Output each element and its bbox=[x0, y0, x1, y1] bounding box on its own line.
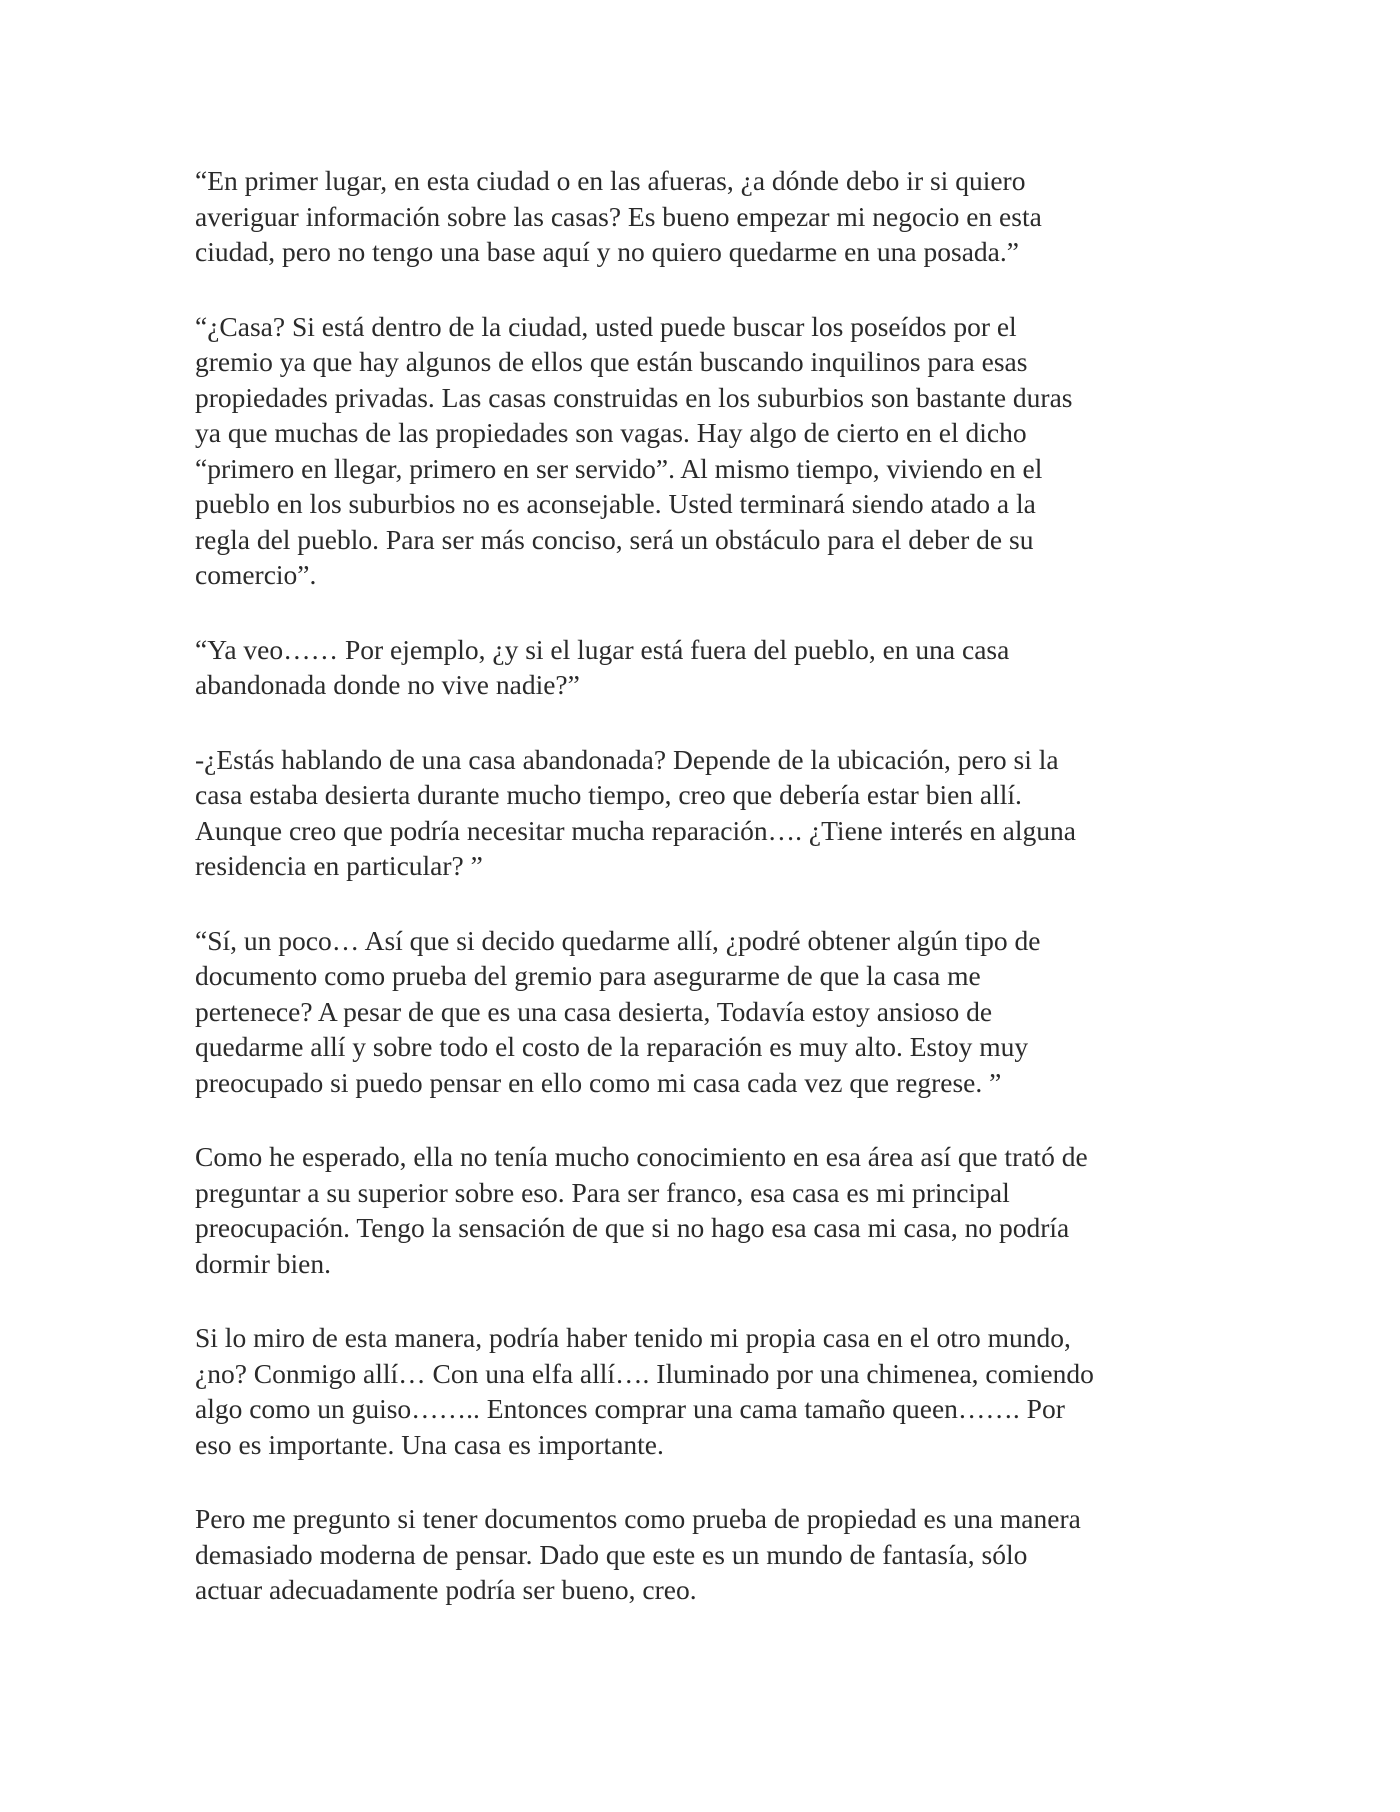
paragraph-3: “Ya veo…… Por ejemplo, ¿y si el lugar está fuera del pueblo, en una casa abandonada donde no vive nadie?” bbox=[195, 633, 1010, 700]
paragraph-7: Si lo miro de esta manera, podría haber tenido mi propia casa en el otro mundo, ¿no? Conmigo allí… Con una elfa allí…. Iluminado por una chimenea, comiendo algo como un guiso…….. Entonces comprar una cama tamaño queen……. Por eso es importante. Una casa es importante. bbox=[195, 1322, 1094, 1460]
paragraph-4: -¿Estás hablando de una casa abandonada? Depende de la ubicación, pero si la casa estaba desierta durante mucho tiempo, creo que debería estar bien allí. Aunque creo que podría necesitar mucha reparación…. ¿Tiene interés en alguna residencia en particular? ” bbox=[195, 743, 1076, 881]
paragraph-6: Como he esperado, ella no tenía mucho conocimiento en esa área así que trató de preguntar a su superior sobre eso. Para ser franco, esa casa es mi principal preocupación. Tengo la sensación de que si no hago esa casa mi casa, no podría dormir bien. bbox=[195, 1141, 1088, 1279]
paragraph-2: “¿Casa? Si está dentro de la ciudad, usted puede buscar los poseídos por el gremio ya que hay algunos de ellos que están buscando inquilinos para esas propiedades privadas. Las casas construidas en los suburbios son bastante duras ya que muchas de las propiedades son vagas. Hay algo de cierto en el dicho “primero en llegar, primero en ser servido”. Al mismo tiempo, viviendo en el pueblo en los suburbios no es aconsejable. Usted terminará siendo atado a la regla del pueblo. Para ser más conciso, será un obstáculo para el deber de su comercio”. bbox=[195, 310, 1073, 590]
paragraph-1: “En primer lugar, en esta ciudad o en las afueras, ¿a dónde debo ir si quiero averiguar información sobre las casas? Es bueno empezar mi negocio en esta ciudad, pero no tengo una base aquí y no quiero quedarme en una posada.” bbox=[195, 165, 1042, 267]
paragraph-8: Pero me pregunto si tener documentos como prueba de propiedad es una manera demasiado moderna de pensar. Dado que este es un mundo de fantasía, sólo actuar adecuadamente podría ser bueno, creo. bbox=[195, 1503, 1081, 1605]
document-body bbox=[195, 163, 1220, 1647]
paragraph-5: “Sí, un poco… Así que si decido quedarme allí, ¿podré obtener algún tipo de documento como prueba del gremio para asegurarme de que la casa me pertenece? A pesar de que es una casa desierta, Todavía estoy ansioso de quedarme allí y sobre todo el costo de la reparación es muy alto. Estoy muy preocupado si puedo pensar en ello como mi casa cada vez que regrese. ” bbox=[195, 924, 1041, 1098]
